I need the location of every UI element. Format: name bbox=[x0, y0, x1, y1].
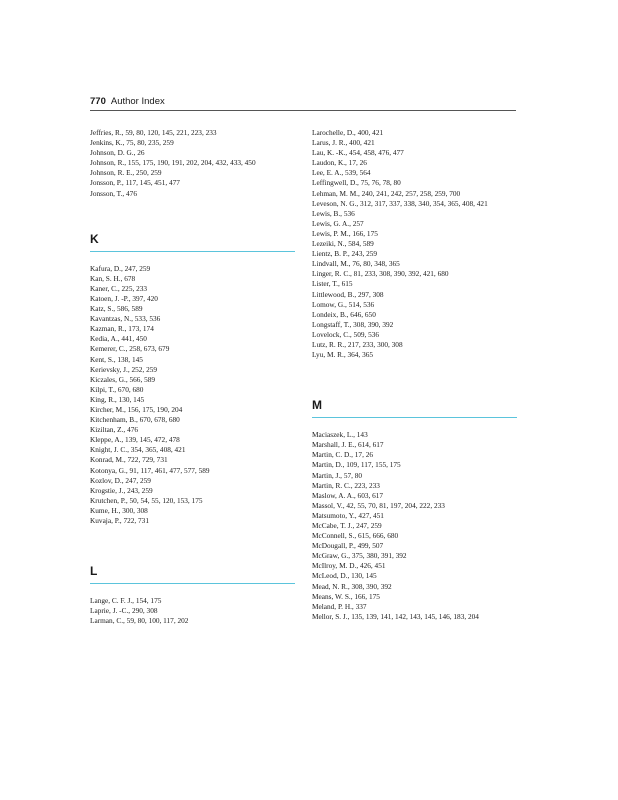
index-entry: McDougall, P., 499, 507 bbox=[312, 541, 384, 551]
index-entry: Kotonya, G., 91, 117, 461, 477, 577, 589 bbox=[90, 465, 210, 475]
index-entry: Massol, V., 42, 55, 70, 81, 197, 204, 222, 233 bbox=[312, 500, 445, 510]
right-column bbox=[312, 128, 517, 622]
section-heading-m: M bbox=[312, 398, 517, 418]
index-entry: Johnson, R. E., 250, 259 bbox=[90, 168, 162, 178]
index-entry: Kiczales, G., 566, 589 bbox=[90, 374, 156, 384]
index-entry: Lange, C. F. J., 154, 175 bbox=[90, 596, 162, 606]
index-entry: Jonsson, T., 476 bbox=[90, 188, 137, 198]
index-entry: Martin, R. C., 223, 233 bbox=[312, 480, 380, 490]
index-entry: Larus, J. R., 400, 421 bbox=[312, 138, 375, 148]
index-entry: Lehman, M. M., 240, 241, 242, 257, 258, 259, 700 bbox=[312, 188, 461, 198]
index-entry: Means, W. S., 166, 175 bbox=[312, 591, 380, 601]
index-entry: Jonsson, P., 117, 145, 451, 477 bbox=[90, 178, 180, 188]
index-entry: Kerievsky, J., 252, 259 bbox=[90, 364, 158, 374]
index-entry: Martin, C. D., 17, 26 bbox=[312, 450, 374, 460]
index-entry: Laudon, K., 17, 26 bbox=[312, 158, 367, 168]
m-entry-group bbox=[312, 430, 517, 622]
index-entry: Lomow, G., 514, 536 bbox=[312, 299, 375, 309]
index-entry: Larochelle, D., 400, 421 bbox=[312, 128, 384, 137]
page-header bbox=[90, 95, 516, 109]
index-entry: Lewis, B., 536 bbox=[312, 208, 355, 218]
section-heading-l: L bbox=[90, 564, 295, 584]
index-entry: Lutz, R. R., 217, 233, 300, 308 bbox=[312, 339, 403, 349]
index-entry: McLeod, D., 130, 145 bbox=[312, 571, 377, 581]
index-entry: Martin, J., 57, 80 bbox=[312, 470, 363, 480]
l-entry-group-continued bbox=[312, 128, 517, 360]
j-entry-group bbox=[90, 128, 295, 199]
index-entry: Kozlov, D., 247, 259 bbox=[90, 475, 151, 485]
index-entry: McCabe, T. J., 247, 259 bbox=[312, 521, 382, 530]
index-entry: Littlewood, B., 297, 308 bbox=[312, 289, 384, 299]
index-entry: Jeffries, R., 59, 80, 120, 145, 221, 223, 233 bbox=[90, 128, 217, 137]
header-rule bbox=[90, 110, 516, 111]
l-entry-group bbox=[90, 596, 295, 626]
index-entry: Lezeiki, N., 584, 589 bbox=[312, 239, 374, 249]
index-entry: Kaner, C., 225, 233 bbox=[90, 283, 148, 293]
index-entry: Londeix, B., 646, 650 bbox=[312, 309, 376, 319]
k-entry-group bbox=[90, 264, 295, 526]
index-entry: Lee, E. A., 539, 564 bbox=[312, 168, 371, 178]
index-entry: Kilpi, T., 670, 680 bbox=[90, 384, 144, 394]
index-entry: Konrad, M., 722, 729, 731 bbox=[90, 455, 168, 465]
index-entry: McIlroy, M. D., 426, 451 bbox=[312, 561, 386, 571]
index-entry: Matsumoto, Y., 427, 451 bbox=[312, 510, 384, 520]
running-title: Author Index bbox=[110, 96, 165, 107]
index-entry: Kiziltan, Z., 476 bbox=[90, 425, 139, 435]
index-entry: Meland, P. H., 337 bbox=[312, 601, 367, 611]
index-entry: Knight, J. C., 354, 365, 408, 421 bbox=[90, 445, 186, 455]
index-entry: McConnell, S., 615, 666, 680 bbox=[312, 531, 399, 541]
index-entry: Kircher, M., 156, 175, 190, 204 bbox=[90, 404, 183, 414]
index-entry: Kedia, A., 441, 450 bbox=[90, 334, 147, 344]
index-entry: Leveson, N. G., 312, 317, 337, 338, 340, 354, 365, 408, 421 bbox=[312, 198, 488, 208]
index-entry: Lewis, G. A., 257 bbox=[312, 218, 364, 228]
index-entry: Laprie, J. -C., 290, 308 bbox=[90, 606, 158, 616]
index-entry: Lindvall, M., 76, 80, 348, 365 bbox=[312, 259, 400, 269]
index-entry: Kemerer, C., 258, 673, 679 bbox=[90, 344, 170, 354]
index-entry: Katz, S., 586, 589 bbox=[90, 304, 143, 314]
index-entry: Johnson, D. G., 26 bbox=[90, 148, 145, 158]
index-entry: Lewis, P. M., 166, 175 bbox=[312, 228, 378, 238]
index-entry: Johnson, R., 155, 175, 190, 191, 202, 204, 432, 433, 450 bbox=[90, 158, 256, 168]
index-entry: Lovelock, C., 509, 536 bbox=[312, 329, 380, 339]
index-entry: Katoen, J. -P., 397, 420 bbox=[90, 293, 158, 303]
index-entry: Kafura, D., 247, 259 bbox=[90, 263, 151, 273]
index-entry: Kitchenham, B., 670, 678, 680 bbox=[90, 415, 180, 425]
index-entry: McGraw, G., 375, 380, 391, 392 bbox=[312, 551, 407, 561]
index-entry: Kan, S. H., 678 bbox=[90, 273, 136, 283]
index-entry: Maciaszek, L., 143 bbox=[312, 430, 368, 440]
index-entry: Lister, T., 615 bbox=[312, 279, 353, 289]
left-column bbox=[90, 128, 295, 626]
index-entry: Kazman, R., 173, 174 bbox=[90, 324, 154, 334]
index-entry: Marshall, J. E., 614, 617 bbox=[312, 440, 384, 450]
index-entry: Martin, D., 109, 117, 155, 175 bbox=[312, 460, 401, 470]
section-heading-k: K bbox=[90, 232, 295, 252]
index-entry: Leffingwell, D., 75, 76, 78, 80 bbox=[312, 178, 401, 188]
index-entry: Mellor, S. J., 135, 139, 141, 142, 143, 145, 146, 183, 204 bbox=[312, 611, 479, 621]
index-entry: Kleppe, A., 139, 145, 472, 478 bbox=[90, 435, 180, 445]
index-entry: Krutchen, P., 50, 54, 55, 120, 153, 175 bbox=[90, 495, 203, 505]
index-entry: Lyu, M. R., 364, 365 bbox=[312, 350, 374, 360]
index-entry: King, R., 130, 145 bbox=[90, 394, 145, 404]
index-entry: Kavantzas, N., 533, 536 bbox=[90, 314, 161, 324]
index-entry: Maslow, A. A., 603, 617 bbox=[312, 490, 384, 500]
index-entry: Kent, S., 138, 145 bbox=[90, 354, 143, 364]
index-entry: Kuvaja, P., 722, 731 bbox=[90, 516, 149, 525]
index-entry: Linger, R. C., 81, 233, 308, 390, 392, 421, 680 bbox=[312, 269, 449, 279]
index-entry: Mead, N. R., 308, 390, 392 bbox=[312, 581, 392, 591]
index-entry: Kume, H., 300, 308 bbox=[90, 505, 148, 515]
index-entry: Krogstie, J., 243, 259 bbox=[90, 485, 153, 495]
index-entry: Longstaff, T., 308, 390, 392 bbox=[312, 319, 394, 329]
index-entry: Larman, C., 59, 80, 100, 117, 202 bbox=[90, 616, 189, 626]
index-entry: Jenkins, K., 75, 80, 235, 259 bbox=[90, 138, 174, 148]
index-entry: Lientz, B. P., 243, 259 bbox=[312, 249, 378, 259]
page-number: 770 bbox=[90, 96, 106, 107]
index-entry: Lau, K. -K., 454, 458, 476, 477 bbox=[312, 148, 404, 158]
